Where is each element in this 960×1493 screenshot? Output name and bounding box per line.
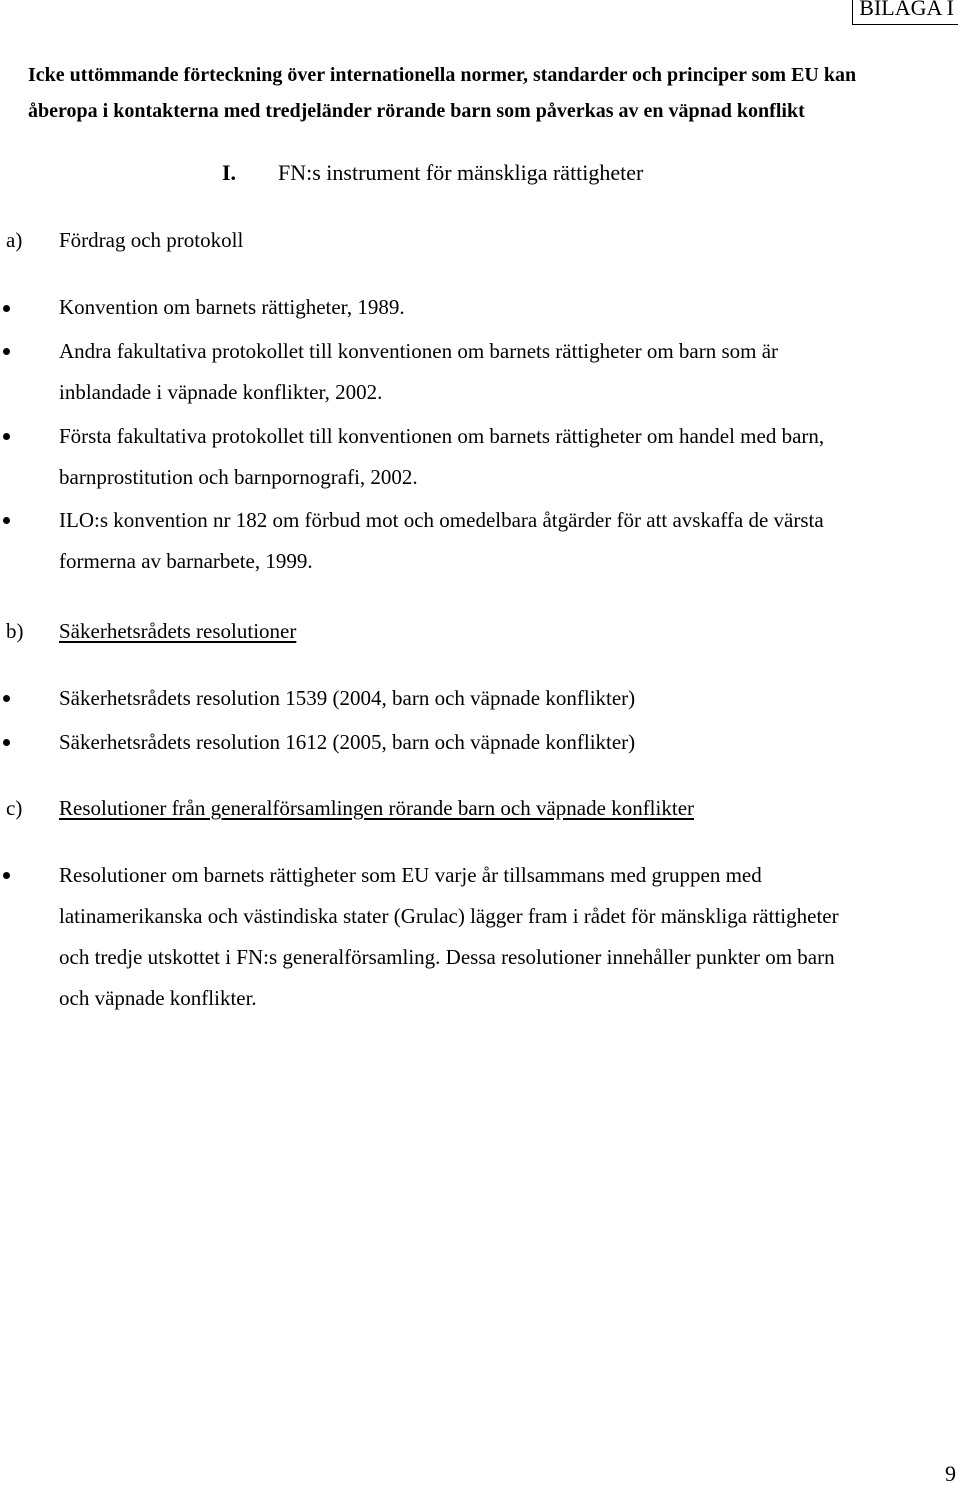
- bullet-icon: [3, 695, 10, 702]
- subsection-title: Fördrag och protokoll: [59, 228, 244, 252]
- list-item-line: Första fakultativa protokollet till konventionen om barnets rättigheter om handel med barn,: [59, 424, 825, 448]
- list-item: [59, 855, 949, 1019]
- list-item-line: formerna av barnarbete, 1999.: [59, 549, 313, 573]
- subsection-title: Resolutioner från generalförsamlingen rörande barn och väpnade konflikter: [59, 796, 695, 820]
- document-title: [28, 57, 948, 129]
- list-item-line: ILO:s konvention nr 182 om förbud mot och omedelbara åtgärder för att avskaffa de värsta: [59, 508, 824, 532]
- bullet-icon: [3, 433, 10, 440]
- list-item-line: Konvention om barnets rättigheter, 1989.: [59, 295, 405, 319]
- list-item: [59, 331, 949, 413]
- list-item: [59, 416, 949, 498]
- title-line: åberopa i kontakterna med tredjeländer rörande barn som påverkas av en väpnad konflikt: [28, 100, 805, 122]
- bullet-icon: [3, 517, 10, 524]
- list-item-line: Resolutioner om barnets rättigheter som EU varje år tillsammans med gruppen med: [59, 863, 762, 887]
- page-number: 9: [945, 1461, 956, 1486]
- list-item: [59, 722, 949, 763]
- list-item-line: och tredje utskottet i FN:s generalförsamling. Dessa resolutioner innehåller punkter om barn: [59, 945, 835, 969]
- subsection-label: a): [6, 228, 23, 252]
- bullet-icon: [3, 739, 10, 746]
- subsection-title: Säkerhetsrådets resolutioner: [59, 619, 297, 643]
- bullet-icon: [3, 872, 10, 879]
- list-item-line: latinamerikanska och västindiska stater (Grulac) lägger fram i rådet för mänskliga rättigheter: [59, 904, 839, 928]
- section-heading: [222, 156, 643, 190]
- list-item: [59, 500, 949, 582]
- title-line: Icke uttömmande förteckning över internationella normer, standarder och principer som EU kan: [28, 64, 857, 86]
- list-item-line: Andra fakultativa protokollet till konventionen om barnets rättigheter om barn som är: [59, 339, 779, 363]
- list-item-line: Säkerhetsrådets resolution 1539 (2004, barn och väpnade konflikter): [59, 686, 636, 710]
- list-item: [59, 287, 949, 328]
- list-item: [59, 678, 949, 719]
- list-item-line: inblandade i väpnade konflikter, 2002.: [59, 380, 383, 404]
- bullet-icon: [3, 305, 10, 312]
- section-title: FN:s instrument för mänskliga rättigheter: [278, 160, 644, 185]
- subsection-label: b): [6, 619, 24, 643]
- list-item-line: barnprostitution och barnpornografi, 2002.: [59, 465, 418, 489]
- bullet-icon: [3, 348, 10, 355]
- section-number: I.: [222, 160, 237, 185]
- annex-label: BILAGA I: [852, 0, 958, 25]
- list-item-line: Säkerhetsrådets resolution 1612 (2005, barn och väpnade konflikter): [59, 730, 636, 754]
- subsection-label: c): [6, 796, 23, 820]
- list-item-line: och väpnade konflikter.: [59, 986, 257, 1010]
